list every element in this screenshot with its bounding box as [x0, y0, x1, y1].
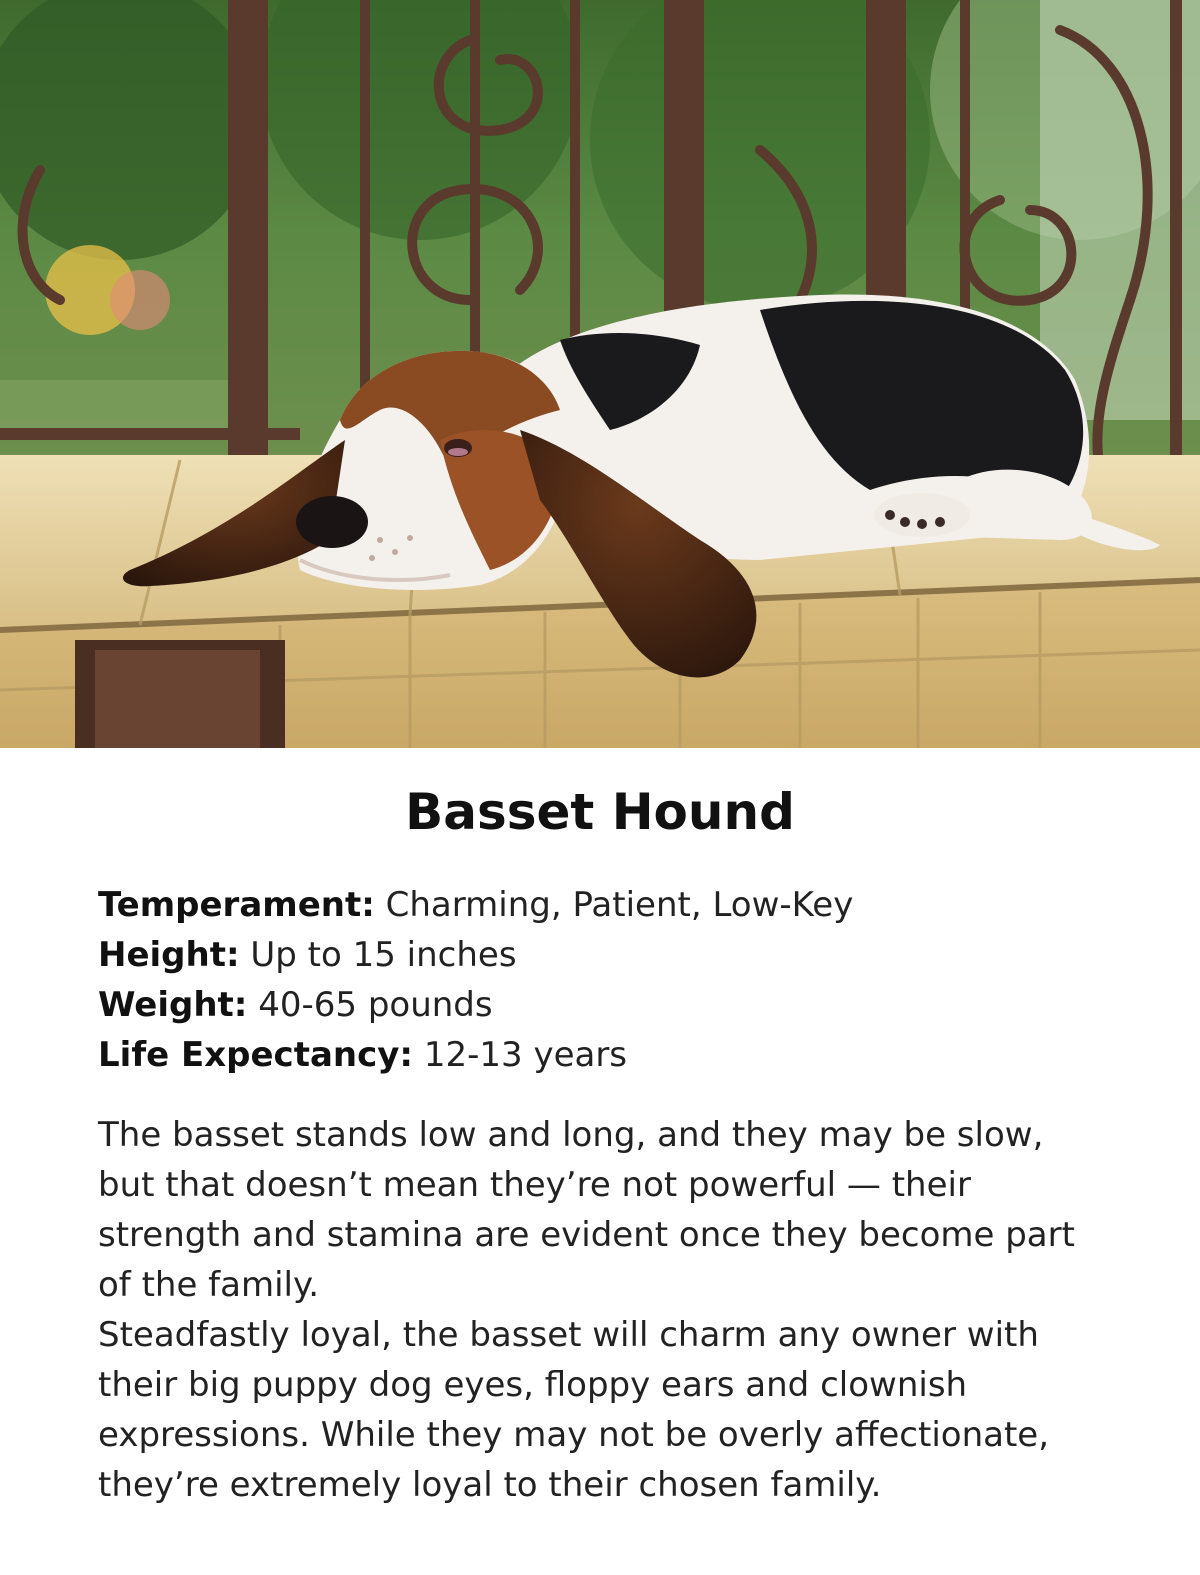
description-paragraph: The basset stands low and long, and they may be slow, but that doesn’t mean they’re not powerful — their strength and stamina are evident once they become part of the family.: [98, 1115, 1075, 1305]
fact-temperament: [98, 880, 1108, 930]
fact-label: Weight:: [98, 985, 248, 1025]
breed-description: [98, 1110, 1108, 1510]
fact-life-expectancy: [98, 1030, 1108, 1080]
fact-weight: [98, 980, 1108, 1030]
fact-label: Life Expectancy:: [98, 1035, 414, 1075]
breed-title: Basset Hound: [405, 783, 795, 841]
hero-photo: [0, 0, 1200, 748]
fact-value: 40-65 pounds: [247, 985, 493, 1025]
fact-value: Up to 15 inches: [239, 935, 517, 975]
fact-value: Charming, Patient, Low-Key: [374, 885, 854, 925]
description-paragraph: Steadfastly loyal, the basset will charm any owner with their big puppy dog eyes, floppy ears and clownish expressions. While they may not be overly affectionate, they’re extremely loyal to their chosen family.: [98, 1315, 1050, 1505]
fact-value: 12-13 years: [413, 1035, 628, 1075]
breed-facts: [98, 880, 1108, 1080]
fact-label: Temperament:: [98, 885, 375, 925]
fact-height: [98, 930, 1108, 980]
fact-label: Height:: [98, 935, 240, 975]
basset-hound-photo: [0, 0, 1200, 748]
breed-info-panel: [0, 748, 1200, 1575]
